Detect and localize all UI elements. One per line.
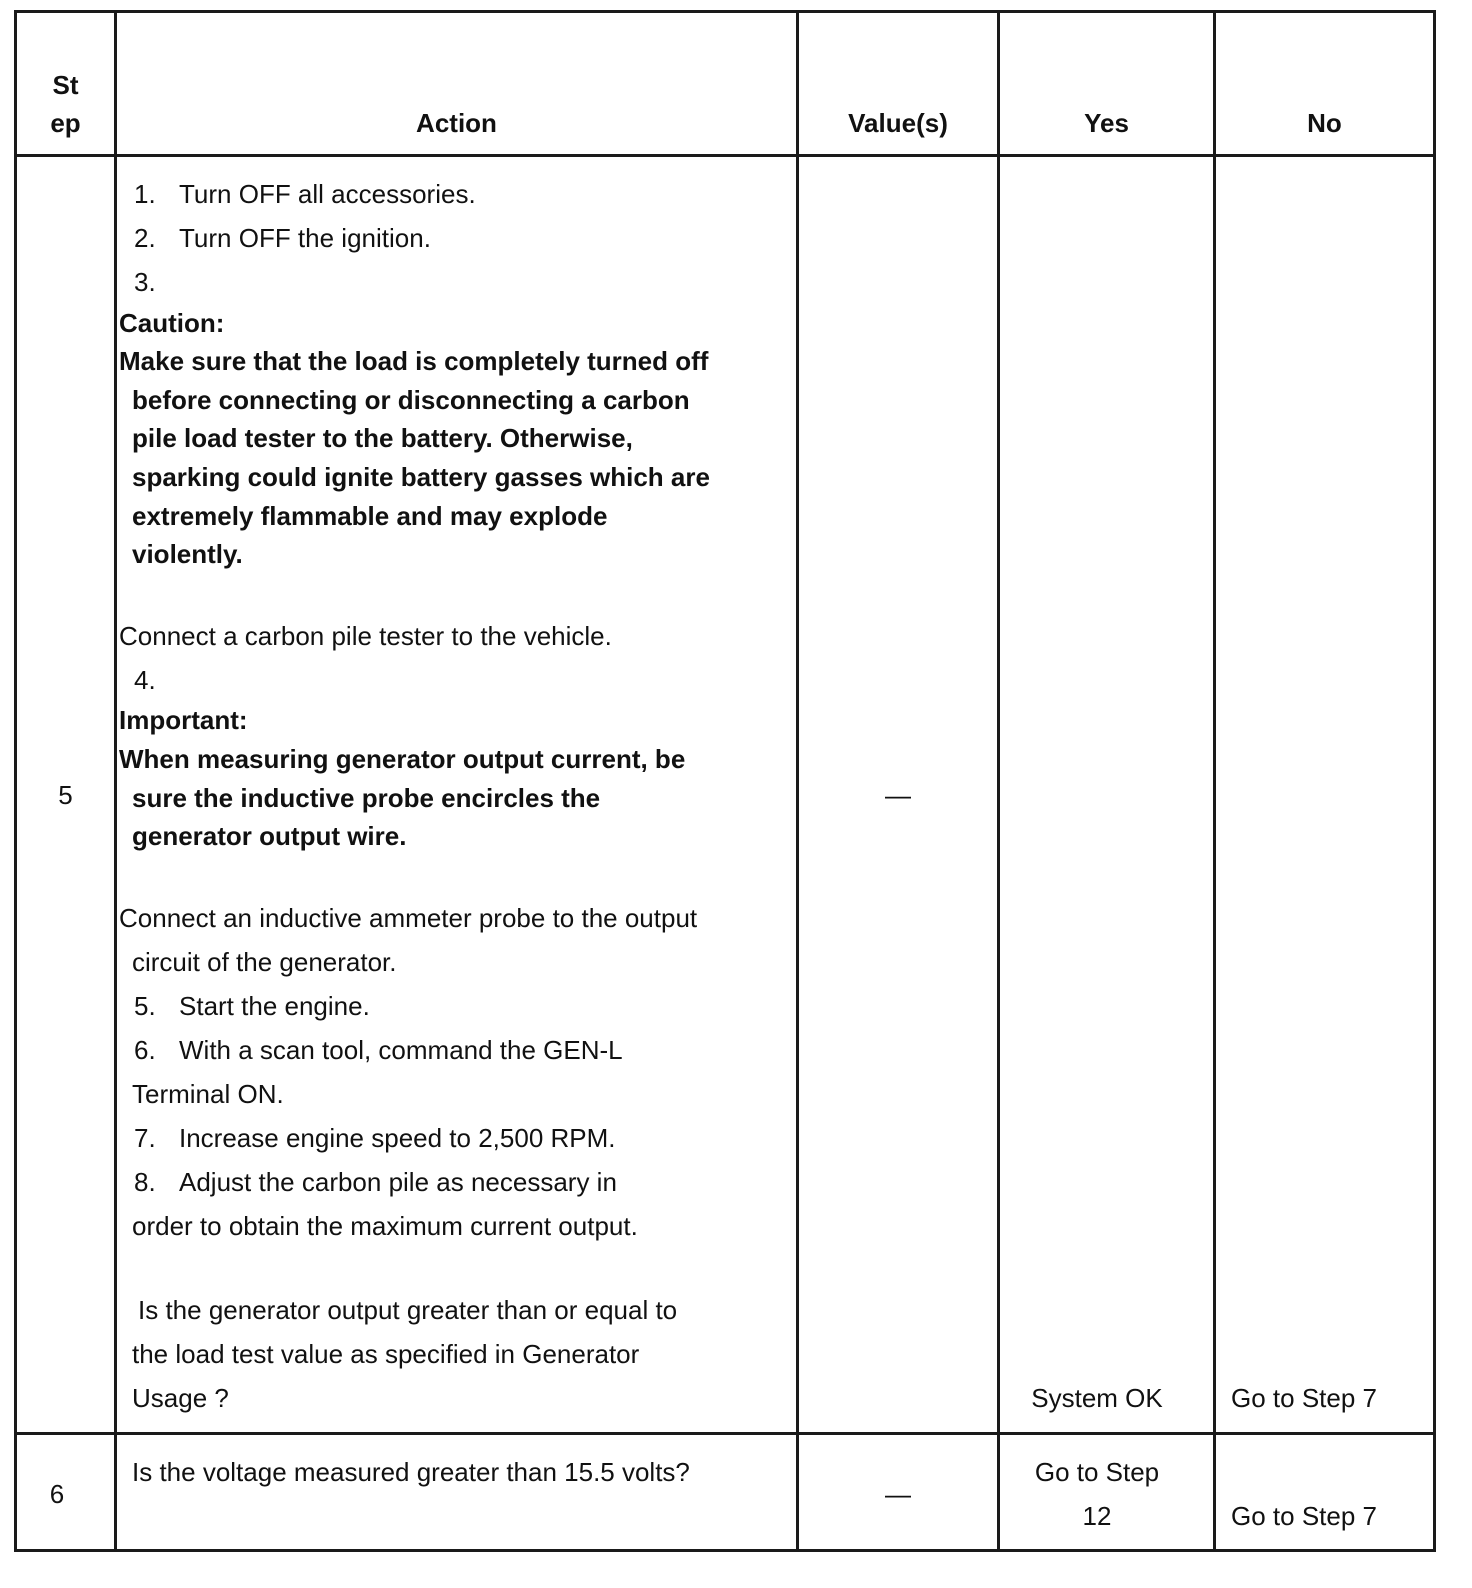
yes-cell: Go to Step <box>1034 1457 1160 1487</box>
question-text: Usage ? <box>132 1383 229 1413</box>
important-text: sure the inductive probe encircles the <box>132 783 601 813</box>
question-text: Is the voltage measured greater than 15.5 volts? <box>132 1457 690 1487</box>
question-text: the load test value as specified in Generator <box>132 1339 640 1369</box>
caution-text: Make sure that the load is completely turned off <box>119 346 709 376</box>
action-step-text: Adjust the carbon pile as necessary in <box>179 1167 617 1197</box>
action-step-text: Start the engine. <box>179 991 370 1021</box>
list-number: 4. <box>134 665 156 695</box>
action-step-text: circuit of the generator. <box>132 947 397 977</box>
header-action: Action <box>416 108 497 138</box>
important-text: When measuring generator output current, be <box>119 744 686 774</box>
column-divider <box>114 10 117 1552</box>
question-text: Is the generator output greater than or equal to <box>138 1295 678 1325</box>
action-step-text: Terminal ON. <box>132 1079 284 1109</box>
yes-cell: 12 <box>1082 1501 1112 1531</box>
header-step-line1: St <box>52 70 79 100</box>
table-border-right <box>1433 10 1436 1552</box>
important-text: generator output wire. <box>132 821 407 851</box>
header-values: Value(s) <box>848 108 948 138</box>
value-cell: — <box>885 780 911 810</box>
value-cell: — <box>885 1479 911 1509</box>
list-number: 7. <box>134 1123 156 1153</box>
header-no: No <box>1307 108 1342 138</box>
header-divider <box>14 154 1436 157</box>
list-number: 6. <box>134 1035 156 1065</box>
caution-title: Caution: <box>119 308 225 338</box>
list-number: 5. <box>134 991 156 1021</box>
column-divider <box>1213 10 1216 1552</box>
list-number: 2. <box>134 223 156 253</box>
table-border-top <box>14 10 1436 13</box>
action-step-text: Turn OFF the ignition. <box>179 223 431 253</box>
list-number: 1. <box>134 179 156 209</box>
row-divider <box>14 1432 1436 1435</box>
table-border-bottom <box>14 1549 1436 1552</box>
caution-text: violently. <box>132 539 243 569</box>
header-step-line2: ep <box>50 108 81 138</box>
list-number: 8. <box>134 1167 156 1197</box>
action-step-text: Increase engine speed to 2,500 RPM. <box>179 1123 616 1153</box>
action-step-text: order to obtain the maximum current output. <box>132 1211 638 1241</box>
caution-text: sparking could ignite battery gasses which are <box>132 462 710 492</box>
step-number: 5 <box>58 780 73 810</box>
column-divider <box>796 10 799 1552</box>
column-divider <box>997 10 1000 1552</box>
action-step-text: Turn OFF all accessories. <box>179 179 476 209</box>
action-step-text: Connect a carbon pile tester to the vehicle. <box>119 621 612 651</box>
important-title: Important: <box>119 705 248 735</box>
caution-text: pile load tester to the battery. Otherwise, <box>132 423 633 453</box>
table-border-left <box>14 10 17 1552</box>
header-yes: Yes <box>1084 108 1129 138</box>
yes-cell: System OK <box>1031 1383 1163 1413</box>
caution-text: extremely flammable and may explode <box>132 501 608 531</box>
no-cell: Go to Step 7 <box>1231 1501 1377 1531</box>
list-number: 3. <box>134 267 156 297</box>
caution-text: before connecting or disconnecting a carbon <box>132 385 690 415</box>
step-number: 6 <box>49 1479 65 1509</box>
no-cell: Go to Step 7 <box>1231 1383 1377 1413</box>
action-step-text: With a scan tool, command the GEN-L <box>179 1035 623 1065</box>
action-step-text: Connect an inductive ammeter probe to the output <box>119 903 698 933</box>
